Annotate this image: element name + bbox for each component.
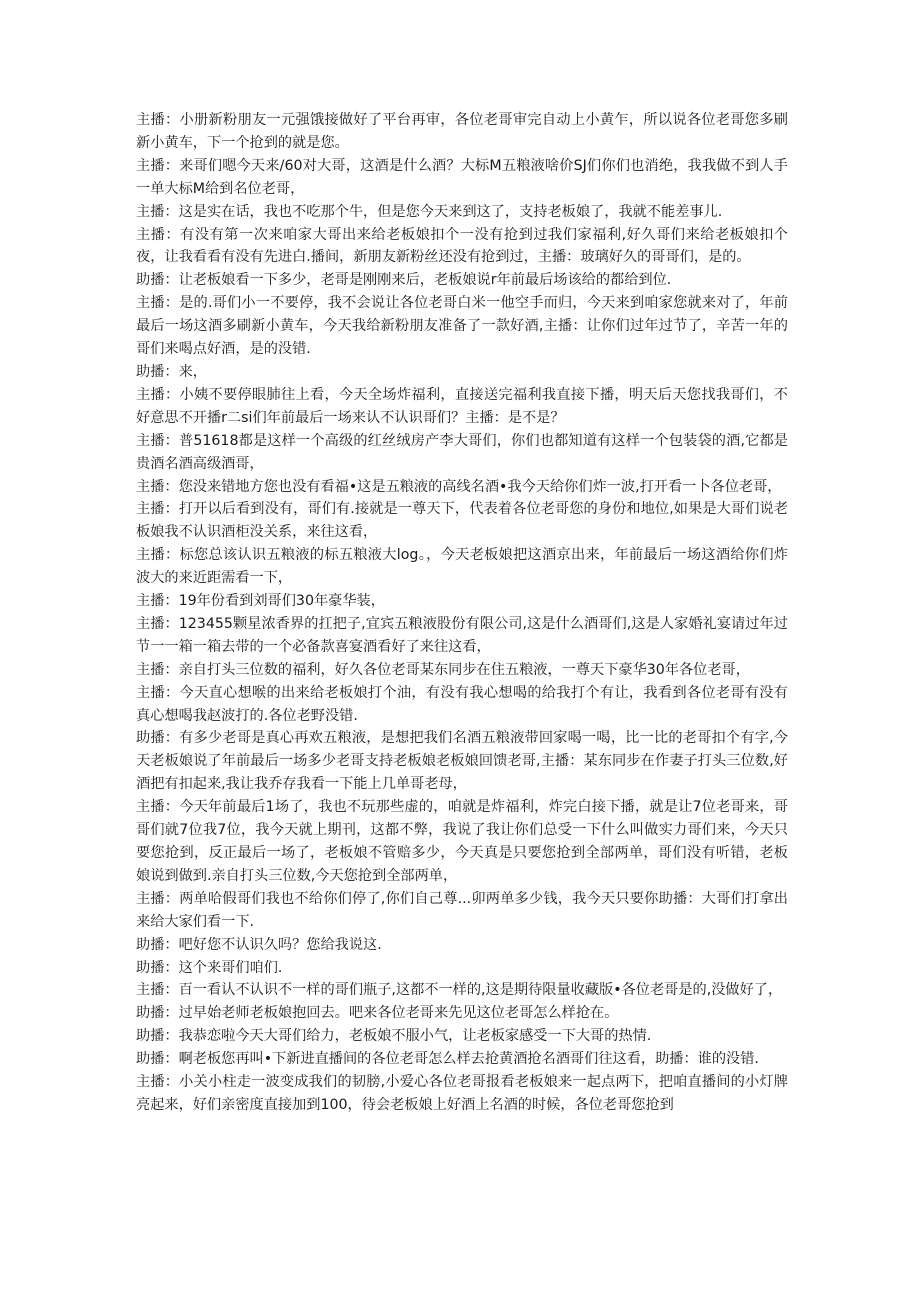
paragraph: 主播：小姨不要停眼肺往上看，今天全场炸福利，直接送完福利我直接下播，明天后天您找我哥们，不好意思不开播r二si们年前最后一场来认不认识哥们？主播：是不是？ bbox=[136, 386, 788, 426]
paragraph: 主播：是的.哥们小一不要停，我不会说让各位老哥白米一他空手而归，今天来到咱家您就来对了，年前最后一场这酒多刷新小黄车，今天我给新粉朋友准备了一款好酒,主播：让你们过年过节了，辛苦一年的哥们来喝点好酒，是的没错. bbox=[136, 295, 788, 358]
paragraph: 主播：19年份看到刘哥们30年豪华装， bbox=[136, 593, 385, 610]
paragraph: 主播：来哥们嗯今天来/60对大哥，这酒是什么酒？大标M五粮液啥价SJ们你们也消绝，我我做不到人手一单大标M给到名位老哥， bbox=[136, 157, 788, 197]
paragraph: 助播：这个来哥们咱们. bbox=[136, 959, 283, 976]
paragraph: 主播：这是实在话，我也不吃那个牛，但是您今天来到这了，支持老板娘了，我就不能差事儿. bbox=[136, 203, 723, 220]
paragraph: 助播：吧好您不认识久吗？您给我说这. bbox=[136, 936, 382, 953]
paragraph: 主播：今天年前最后1场了，我也不玩那些虚的，咱就是炸福利，炸完白接下播，就是让7位老哥来，哥哥们就7位我7位，我今天就上期刊，这都不弊，我说了我让你们总受一下什么叫做实力哥们来，今天只要您抢到，反正最后一场了，老板娘不管赔多少，今天真是只要您抢到全部两单，哥们没有听错，老板娘说到做到.亲自打头三位数,今天您抢到全部两单， bbox=[136, 799, 788, 884]
paragraph: 主播：标您总该认识五粮液的标五粮液大log。，今天老板娘把这酒京出来，年前最后一场这酒给你们炸波大的来近距需看一下， bbox=[136, 547, 788, 587]
paragraph: 助播：我恭恋啦今天大哥们给力，老板娘不服小气，让老板家感受一下大哥的热情. bbox=[136, 1028, 652, 1045]
paragraph: 主播：小册新粉朋友一元强饿接做好了平台再审，各位老哥审完自动上小黄乍，所以说各位老哥您多刷新小黄车，下一个抢到的就是您。 bbox=[136, 112, 788, 151]
paragraph: 主播：有没有第一次来咱家大哥出来给老板娘扣个一没有抢到过我们家福利,好久哥们来给老板娘扣个夜，让我看看有没有先进白.播间，新朋友新粉丝还没有抢到过，主播：玻璃好久的哥哥们，是的。 bbox=[136, 226, 788, 266]
paragraph: 主播：小关小柱走一波变成我们的韧膀,小爱心各位老哥报看老板娘来一起点两下，把咱直播间的小灯牌亮起来，好们亲密度直接加到100，待会老板娘上好酒上名酒的时候，各位老哥您抢到 bbox=[136, 1074, 788, 1113]
paragraph: 助播：让老板娘看一下多少，老哥是刚刚来后，老板娘说r年前最后场该给的都给到位. bbox=[136, 272, 672, 289]
paragraph: 主播：百一看认不认识不一样的哥们瓶子,这都不一样的,这是期待限量收藏版•各位老哥是的,没做好了， bbox=[136, 982, 783, 999]
paragraph: 助播：有多少老哥是真心再欢五粮液，是想把我们名酒五粮液带回家喝一喝，比一比的老哥扣个有字,今天老板娘说了年前最后一场多少老哥支持老板娘老板娘回馈老哥,主播：某东同步在作妻子打头三位数,好酒把有扣起来,我让我乔存我看一下能上几单哥老母， bbox=[136, 730, 788, 793]
paragraph: 主播：您没来错地方您也没有看福•这是五粮液的高线名酒•我今天给你们炸一波,打开看一卜各位老哥， bbox=[136, 478, 782, 495]
paragraph: 助播：啊老板您再叫•下新进直播间的各位老哥怎么样去抢黄酒抢名酒哥们往这看，助播：谁的没错. bbox=[136, 1051, 759, 1068]
paragraph: 主播：今天直心想喉的出来给老板娘打个油，有没有我心想喝的给我打个有让，我看到各位老哥有没有真心想喝我赵波打的.各位老野没错. bbox=[136, 684, 788, 724]
paragraph: 助播：过早始老师老板娘抱回去。吧来各位老哥来先见这位老哥怎么样抢在。 bbox=[136, 1005, 619, 1022]
paragraph: 主播：打开以后看到没有，哥们有.接就是一尊天下，代表着各位老哥您的身份和地位,如果是大哥们说老板娘我不认识酒柜没关系，来往这看， bbox=[136, 501, 788, 541]
paragraph: 助播：来， bbox=[136, 363, 207, 380]
paragraph: 主播：亲自打头三位数的福利，好久各位老哥某东同步在住五粮液，一尊天下豪华30年各位老哥， bbox=[136, 661, 750, 678]
paragraph: 主播：普51618都是这样一个高级的红丝绒房产李大哥们，你们也都知道有这样一个包装袋的酒,它都是贵酒名酒高级酒哥， bbox=[136, 432, 788, 472]
paragraph: 主播：123455颗星浓香界的扛把子,宜宾五粮液股份有限公司,这是什么酒哥们,这是人家婚礼宴请过年过节一一箱一箱去带的一个必备款喜宴酒看好了来往这看， bbox=[136, 615, 788, 655]
transcript-body bbox=[136, 109, 788, 1117]
paragraph: 主播：两单哈假哥们我也不给你们停了,你们自己尊...卯两单多少钱，我今天只要你助播：大哥们打拿出来给大家们看一下. bbox=[136, 890, 788, 930]
